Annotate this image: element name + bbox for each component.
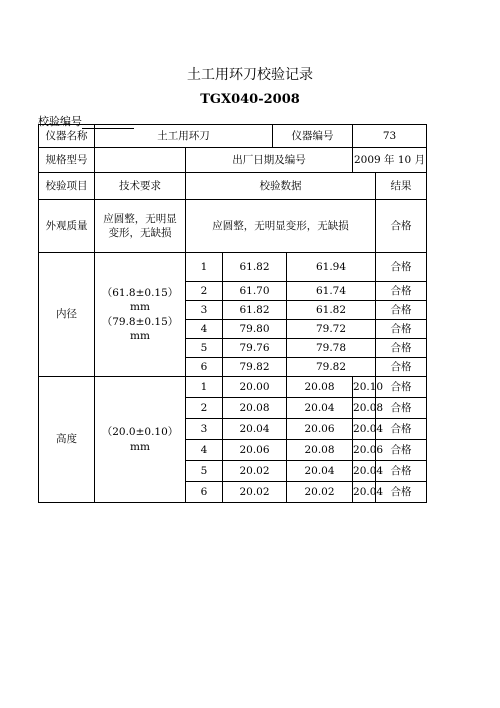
inner-diameter-row	[39, 253, 427, 282]
h-result: 合格	[376, 461, 427, 482]
id-result: 合格	[376, 253, 427, 282]
h-value-3: 20.06	[353, 440, 376, 461]
col-data: 校验数据	[186, 173, 376, 200]
h-value-2: 20.08	[287, 377, 353, 398]
col-item: 校验项目	[39, 173, 95, 200]
h-value-1: 20.02	[223, 461, 287, 482]
model-row	[39, 148, 427, 173]
appearance-result: 合格	[376, 200, 427, 253]
h-no: 3	[186, 419, 223, 440]
id-value-1: 79.76	[223, 339, 287, 358]
instrument-no-value: 73	[353, 125, 427, 148]
column-header-row	[39, 173, 427, 200]
id-value-1: 61.82	[223, 301, 287, 320]
col-requirement: 技术要求	[95, 173, 186, 200]
id-result: 合格	[376, 339, 427, 358]
h-result: 合格	[376, 419, 427, 440]
id-value-2: 79.78	[287, 339, 376, 358]
h-value-3: 20.04	[353, 482, 376, 503]
id-value-1: 61.82	[223, 253, 287, 282]
instrument-name-value: 土工用环刀	[95, 125, 273, 148]
instrument-row	[39, 125, 427, 148]
h-no: 6	[186, 482, 223, 503]
inner-diameter-item: 内径	[39, 253, 95, 377]
serial-number-label: 校验编号	[38, 115, 82, 128]
height-spec: （20.0±0.10）mm	[95, 377, 186, 503]
h-value-3: 20.04	[353, 419, 376, 440]
h-value-2: 20.06	[287, 419, 353, 440]
calibration-table	[38, 124, 427, 503]
id-value-2: 79.72	[287, 320, 376, 339]
appearance-item: 外观质量	[39, 200, 95, 253]
id-no: 2	[186, 282, 223, 301]
id-no: 1	[186, 253, 223, 282]
model-value	[95, 148, 186, 173]
h-no: 4	[186, 440, 223, 461]
id-result: 合格	[376, 282, 427, 301]
h-value-2: 20.04	[287, 461, 353, 482]
id-no: 5	[186, 339, 223, 358]
model-label: 规格型号	[39, 148, 95, 173]
h-value-1: 20.06	[223, 440, 287, 461]
id-result: 合格	[376, 320, 427, 339]
height-item: 高度	[39, 377, 95, 503]
document-code: TGX040-2008	[200, 92, 300, 107]
height-row	[39, 377, 427, 398]
id-value-1: 79.80	[223, 320, 287, 339]
id-value-2: 61.74	[287, 282, 376, 301]
h-value-2: 20.04	[287, 398, 353, 419]
id-result: 合格	[376, 301, 427, 320]
id-value-2: 61.82	[287, 301, 376, 320]
document-title: 土工用环刀校验记录	[187, 67, 313, 83]
id-no: 6	[186, 358, 223, 377]
h-value-3: 20.04	[353, 461, 376, 482]
appearance-data: 应圆整，无明显变形，无缺损	[186, 200, 376, 253]
id-value-1: 61.70	[223, 282, 287, 301]
h-value-1: 20.00	[223, 377, 287, 398]
factory-date-value: 2009 年 10 月	[353, 148, 427, 173]
h-result: 合格	[376, 398, 427, 419]
inner-diameter-spec-2: （79.8±0.15）mm	[101, 315, 179, 342]
h-no: 1	[186, 377, 223, 398]
instrument-no-label: 仪器编号	[273, 125, 353, 148]
id-no: 3	[186, 301, 223, 320]
h-value-2: 20.02	[287, 482, 353, 503]
h-value-2: 20.08	[287, 440, 353, 461]
h-value-3: 20.10	[353, 377, 376, 398]
h-value-3: 20.08	[353, 398, 376, 419]
h-no: 5	[186, 461, 223, 482]
id-no: 4	[186, 320, 223, 339]
factory-date-label: 出厂日期及编号	[186, 148, 353, 173]
h-value-1: 20.04	[223, 419, 287, 440]
id-value-2: 61.94	[287, 253, 376, 282]
inner-diameter-spec-1: （61.8±0.15）mm	[101, 287, 179, 314]
h-no: 2	[186, 398, 223, 419]
h-result: 合格	[376, 482, 427, 503]
instrument-name-label: 仪器名称	[39, 125, 95, 148]
appearance-row	[39, 200, 427, 253]
h-value-1: 20.08	[223, 398, 287, 419]
id-result: 合格	[376, 358, 427, 377]
inner-diameter-spec	[95, 253, 186, 377]
appearance-requirement: 应圆整，无明显变形，无缺损	[95, 200, 186, 253]
id-value-1: 79.82	[223, 358, 287, 377]
id-value-2: 79.82	[287, 358, 376, 377]
col-result: 结果	[376, 173, 427, 200]
h-result: 合格	[376, 377, 427, 398]
h-value-1: 20.02	[223, 482, 287, 503]
h-result: 合格	[376, 440, 427, 461]
